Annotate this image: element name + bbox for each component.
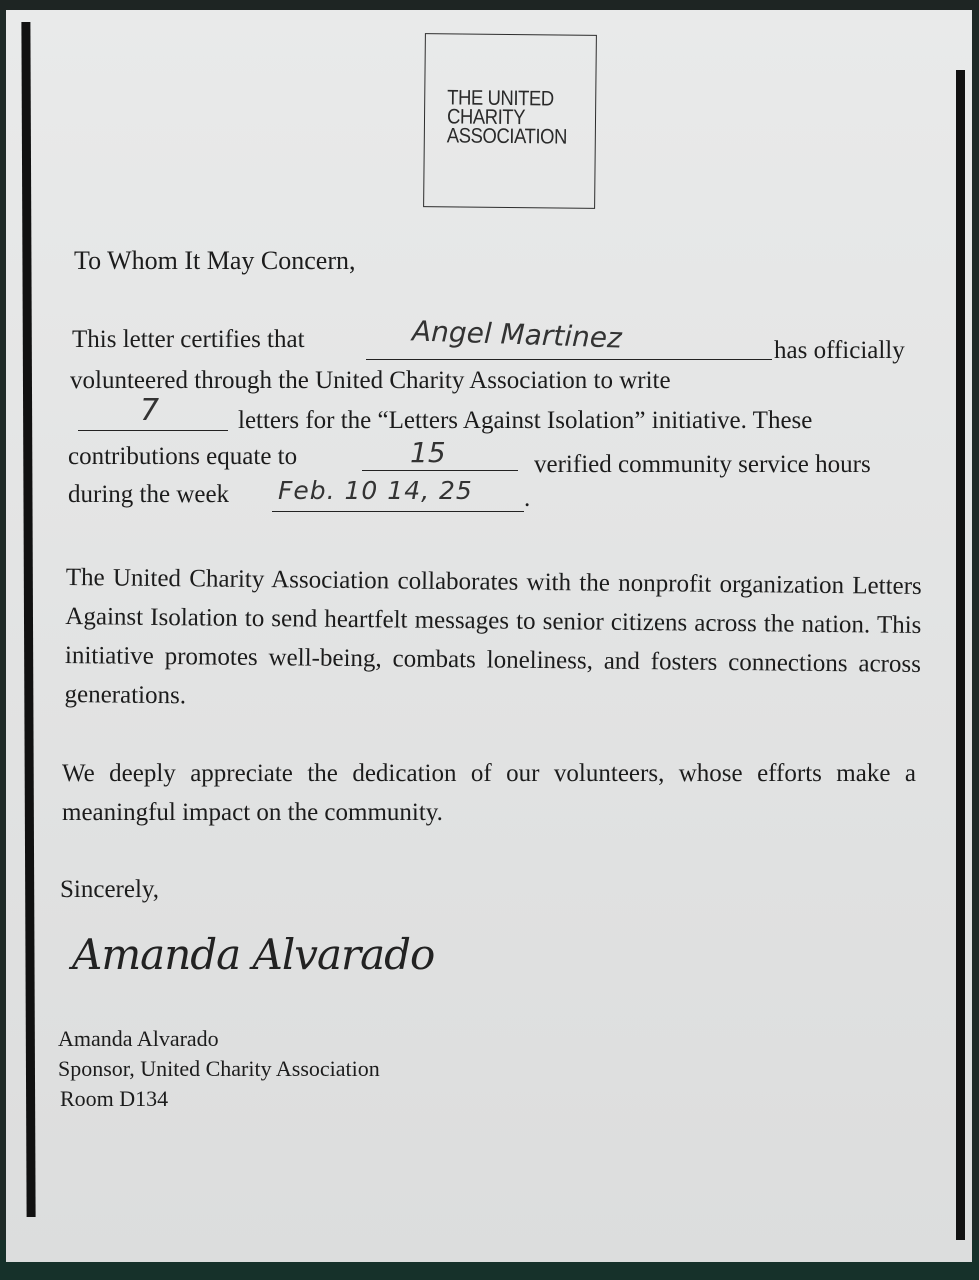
p1-line3: letters for the “Letters Against Isolation” initiative. These: [238, 407, 813, 434]
right-border-stripe: [956, 70, 965, 1240]
paragraph-3: We deeply appreciate the dedication of our volunteers, whose efforts make a meaningful impact on the community.: [62, 760, 916, 826]
salutation: To Whom It May Concern,: [74, 246, 356, 275]
week-handwritten: Feb. 10 14, 25: [278, 476, 473, 505]
paragraph-2: The United Charity Association collaborates with the nonprofit organization Letters Against Isolation to send heartfelt messages to senior citizens across the nation. This initiative promotes well-being, combats loneliness, and fosters connections across generations.: [64, 563, 922, 710]
letters-count-handwritten: 7: [140, 393, 160, 428]
p1-has-officially-text: has officially: [774, 337, 905, 364]
hours-handwritten: 15: [410, 436, 446, 469]
p1-during-text: during the week: [68, 481, 230, 508]
signer-name: Amanda Alvarado: [58, 1026, 219, 1051]
signer-room: Room D134: [60, 1086, 169, 1111]
p1-period: .: [524, 485, 531, 512]
p1-verified-text: verified community service hours: [534, 451, 871, 478]
signature: Amanda Alvarado: [72, 930, 435, 979]
volunteer-name-handwritten: Angel Martinez: [411, 314, 623, 355]
logo-text: THE UNITED CHARITY ASSOCIATION: [446, 86, 568, 149]
p1-certifies-text: This letter certifies that: [72, 326, 305, 353]
organization-logo: [423, 33, 597, 209]
p1-line2: volunteered through the United Charity Association to write: [70, 367, 671, 394]
top-edge-shadow: [0, 0, 979, 10]
p1-contrib-text: contributions equate to: [68, 443, 298, 470]
signer-title: Sponsor, United Charity Association: [58, 1056, 380, 1081]
closing: Sincerely,: [60, 876, 160, 903]
